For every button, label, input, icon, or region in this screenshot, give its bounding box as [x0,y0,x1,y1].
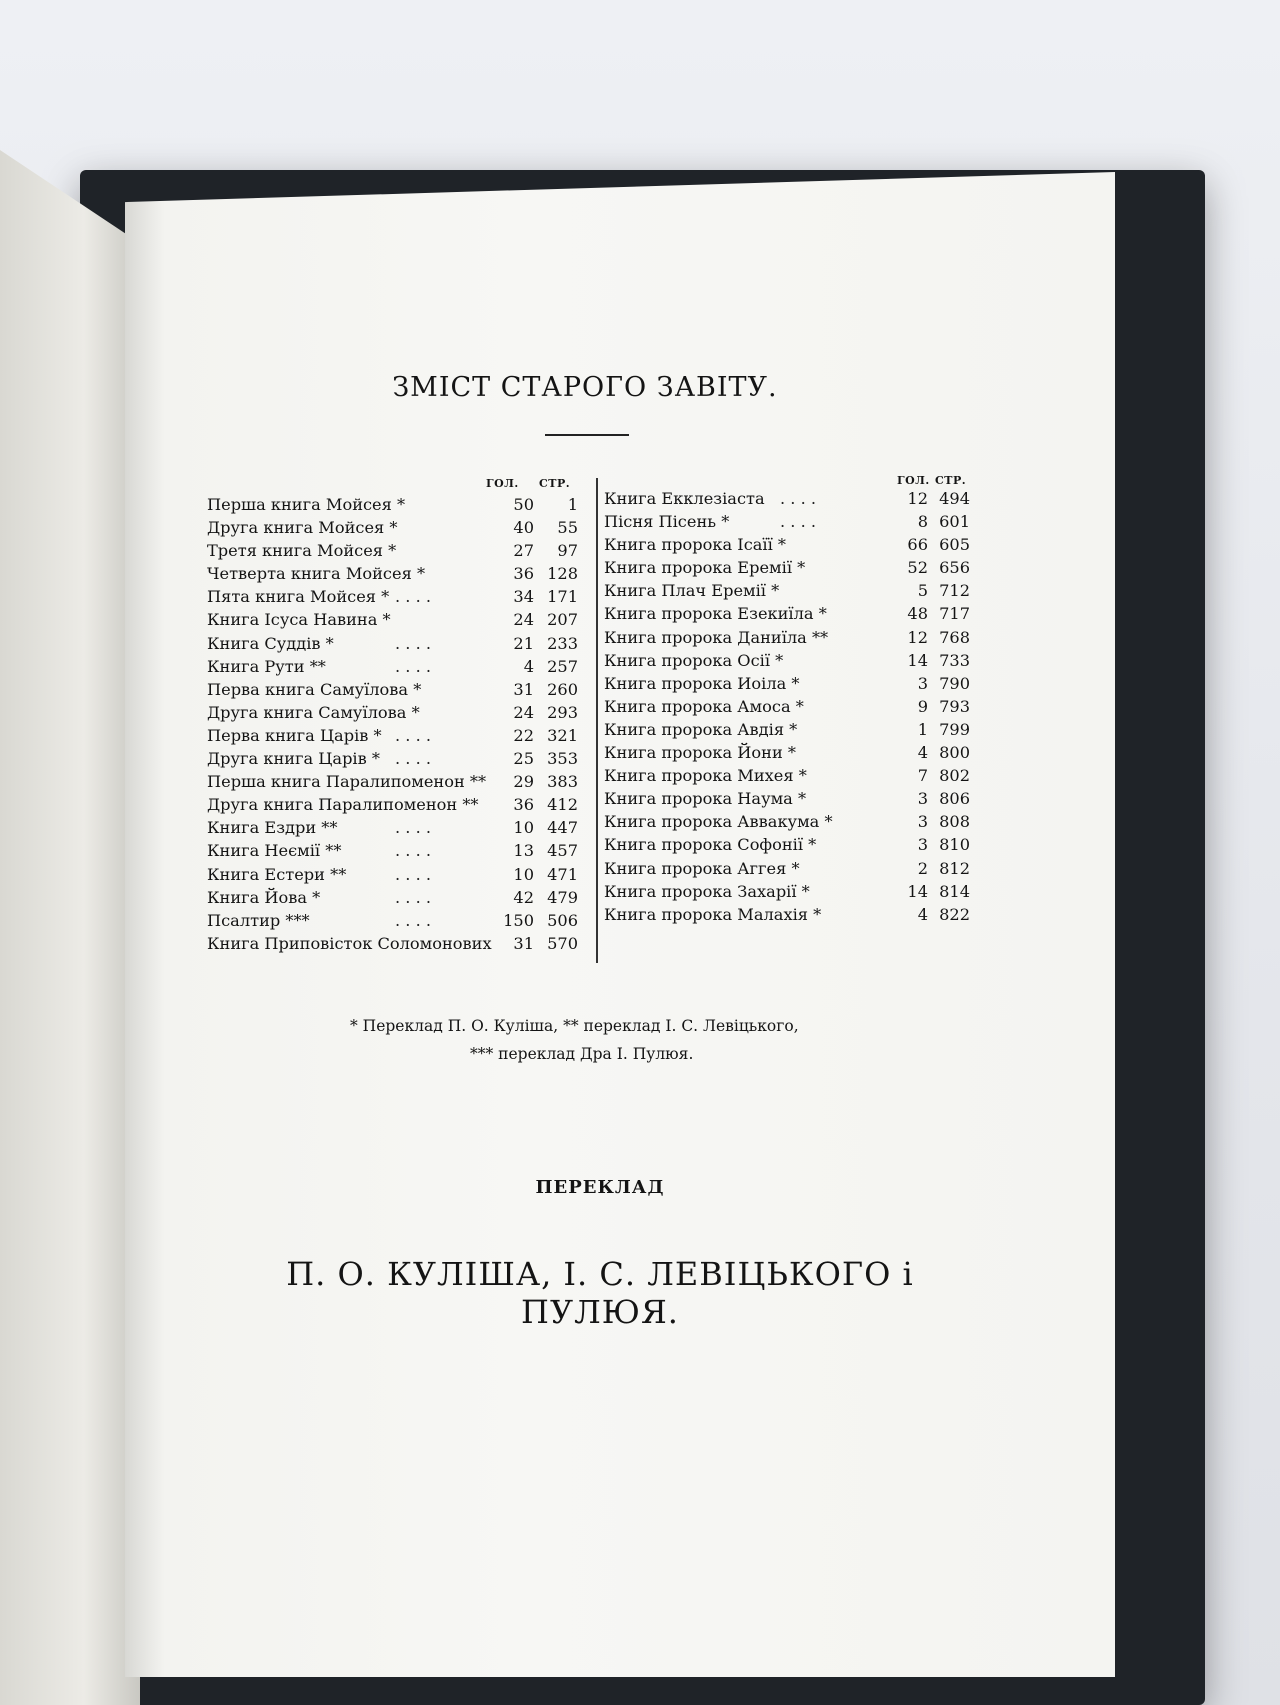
page-number: 506 [547,910,578,930]
book-name: Книга пророка Авдія * [604,719,798,739]
footnote-line-1: * Переклад П. О. Куліша, ** переклад І. С. Левіцького, [350,1017,799,1035]
toc-row [207,772,587,795]
chapter-count: 12 [907,489,928,508]
right-contents-list [604,489,974,928]
toc-row [207,911,587,934]
book-name: Книга пророка Аввакума * [604,812,833,832]
chapter-count: 34 [513,587,534,607]
book-name: Перша книга Паралипоменон ** [207,772,487,792]
chapter-count: 5 [917,581,928,601]
toc-row [604,535,974,558]
chapter-count: 14 [907,881,928,901]
dot-leader: . . . . [395,749,432,769]
book-name: Книга пророка Езекиїла * [604,604,827,624]
page-number: 321 [547,725,578,745]
title-rule [545,434,629,436]
book-name: Книга пророка Софонії * [604,835,817,855]
page-number: 812 [939,858,970,878]
book-name: Перва книга Самуїлова * [207,679,422,699]
page-number: 447 [547,818,578,838]
chapter-count: 21 [513,633,534,653]
footnote-line-2: *** переклад Дра І. Пулюя. [470,1045,694,1063]
page-number: 457 [547,841,578,861]
dot-leader: . . . . [395,910,432,930]
chapter-count: 8 [917,512,928,532]
toc-row [207,841,587,864]
dot-leader: . . . . [395,587,432,607]
chapter-count: 3 [917,812,928,832]
book-name: Книга пророка Михея * [604,766,807,786]
right-chapters-header: ГОЛ. [897,474,930,487]
chapter-count: 52 [907,558,928,578]
chapter-count: 3 [917,673,928,693]
chapter-count: 31 [513,933,534,953]
page-number: 717 [939,604,970,624]
toc-row [604,905,974,928]
toc-row [604,720,974,743]
book-name: Друга книга Паралипоменон ** [207,795,479,815]
toc-row [604,859,974,882]
book-name: Перва книга Царів * [207,725,382,745]
toc-row [604,835,974,858]
toc-row [207,703,587,726]
toc-row [207,865,587,888]
book-name: Пята книга Мойсея * [207,587,390,607]
page-number: 260 [547,679,578,699]
translators-heading: П. О. КУЛІША, І. С. ЛЕВІЦЬКОГО і ПУЛЮЯ. [286,1255,914,1331]
dot-leader: . . . . [395,887,432,907]
chapter-count: 4 [917,743,928,763]
page-number: 800 [939,743,970,763]
book-name: Книга пророка Наума * [604,789,807,809]
chapter-count: 3 [917,835,928,855]
chapter-count: 10 [513,864,534,884]
book-name: Книга пророка Иоіла * [604,673,800,693]
chapter-count: 2 [917,858,928,878]
chapter-count: 29 [513,772,534,792]
page-number: 494 [939,489,970,508]
page-number: 383 [547,772,578,792]
chapter-count: 50 [513,495,534,514]
page-number: 257 [547,656,578,676]
toc-row [604,512,974,535]
toc-row [604,604,974,627]
toc-row [604,743,974,766]
book-name: Книга Неємії ** [207,841,342,861]
chapter-count: 31 [513,679,534,699]
book-name: Пісня Пісень * [604,512,730,532]
translation-subtitle: ПЕРЕКЛАД [535,1177,665,1198]
chapter-count: 36 [513,564,534,584]
toc-row [604,674,974,697]
toc-row [207,518,587,541]
chapter-count: 12 [907,627,928,647]
book-name: Книга Йова * [207,887,321,907]
page-number: 793 [939,696,970,716]
book-name: Книга Екклезіаста [604,489,765,508]
book-name: Книга Суддів * [207,633,334,653]
book-name: Четверта книга Мойсея * [207,564,426,584]
page-number: 605 [939,535,970,555]
book-name: Книга Приповісток Соломонових [207,933,492,953]
page-number: 293 [547,702,578,722]
page-number: 808 [939,812,970,832]
toc-row [207,726,587,749]
book-name: Книга пророка Еремії * [604,558,806,578]
page-number: 171 [547,587,578,607]
book-name: Книга пророка Малахія * [604,904,822,924]
right-pages-header: СТР. [935,474,967,487]
chapter-count: 3 [917,789,928,809]
chapter-count: 10 [513,818,534,838]
book-name: Книга Рути ** [207,656,326,676]
chapter-count: 36 [513,795,534,815]
page-number: 814 [939,881,970,901]
page-number: 55 [557,518,578,538]
chapter-count: 24 [513,610,534,630]
book-name: Книга Плач Еремії * [604,581,780,601]
toc-row [604,489,974,512]
book-name: Книга пророка Аггея * [604,858,800,878]
page-number: 97 [557,541,578,561]
toc-row [207,888,587,911]
left-pages-header: СТР. [539,477,571,490]
chapter-count: 14 [907,650,928,670]
chapter-count: 13 [513,841,534,861]
page-number: 712 [939,581,970,601]
page-number: 790 [939,673,970,693]
chapter-count: 27 [513,541,534,561]
chapter-count: 150 [503,910,534,930]
page-number: 656 [939,558,970,578]
book-name: Друга книга Самуїлова * [207,702,420,722]
dot-leader: . . . . [395,725,432,745]
book-name: Книга Ездри ** [207,818,338,838]
page-number: 810 [939,835,970,855]
page-title: ЗМІСТ СТАРОГО ЗАВІТУ. [392,372,778,403]
page-number: 768 [939,627,970,647]
page-number: 601 [939,512,970,532]
toc-row [604,812,974,835]
toc-row [604,628,974,651]
book-name: Книга пророка Ісаїї * [604,535,787,555]
page-number: 412 [547,795,578,815]
chapter-count: 4 [917,904,928,924]
book-name: Перша книга Мойсея * [207,495,406,514]
dot-leader: . . . . [780,489,817,508]
chapter-count: 48 [907,604,928,624]
chapter-count: 1 [917,719,928,739]
toc-row [604,697,974,720]
dot-leader: . . . . [395,656,432,676]
book-name: Книга Ісуса Навина * [207,610,391,630]
page-number: 570 [547,933,578,953]
chapter-count: 25 [513,749,534,769]
page-number: 822 [939,904,970,924]
page-number: 806 [939,789,970,809]
toc-row [207,541,587,564]
left-contents-list [207,495,587,957]
book-name: Друга книга Царів * [207,749,380,769]
book-name: Псалтир *** [207,910,310,930]
dot-leader: . . . . [395,841,432,861]
book-name: Книга пророка Йони * [604,743,796,763]
page-number: 233 [547,633,578,653]
dot-leader: . . . . [395,864,432,884]
toc-row [604,581,974,604]
page-number: 799 [939,719,970,739]
toc-row [207,934,587,957]
chapter-count: 4 [523,656,534,676]
toc-row [207,657,587,680]
toc-row [604,766,974,789]
toc-row [604,558,974,581]
toc-row [207,610,587,633]
book-name: Книга Естери ** [207,864,347,884]
book-name: Книга пророка Осії * [604,650,784,670]
toc-row [207,795,587,818]
toc-row [604,651,974,674]
chapter-count: 24 [513,702,534,722]
page-number: 733 [939,650,970,670]
chapter-count: 22 [513,725,534,745]
book-name: Третя книга Мойсея * [207,541,397,561]
dot-leader: . . . . [780,512,817,532]
toc-row [604,789,974,812]
dot-leader: . . . . [395,633,432,653]
toc-row [207,495,587,518]
chapter-count: 66 [907,535,928,555]
toc-row [207,818,587,841]
dot-leader: . . . . [395,818,432,838]
toc-row [604,882,974,905]
chapter-count: 7 [917,766,928,786]
toc-row [207,564,587,587]
book-name: Книга пророка Даниїла ** [604,627,829,647]
book-name: Книга пророка Амоса * [604,696,804,716]
toc-row [207,749,587,772]
page-number: 207 [547,610,578,630]
book-name: Книга пророка Захарії * [604,881,810,901]
toc-row [207,634,587,657]
column-divider [596,478,598,963]
toc-row [207,587,587,610]
chapter-count: 42 [513,887,534,907]
chapter-count: 9 [917,696,928,716]
toc-row [207,680,587,703]
left-chapters-header: ГОЛ. [486,477,519,490]
page-number: 802 [939,766,970,786]
page-number: 471 [547,864,578,884]
chapter-count: 40 [513,518,534,538]
page-number: 128 [547,564,578,584]
page-number: 479 [547,887,578,907]
page-number: 353 [547,749,578,769]
book-name: Друга книга Мойсея * [207,518,398,538]
page-number: 1 [567,495,578,514]
